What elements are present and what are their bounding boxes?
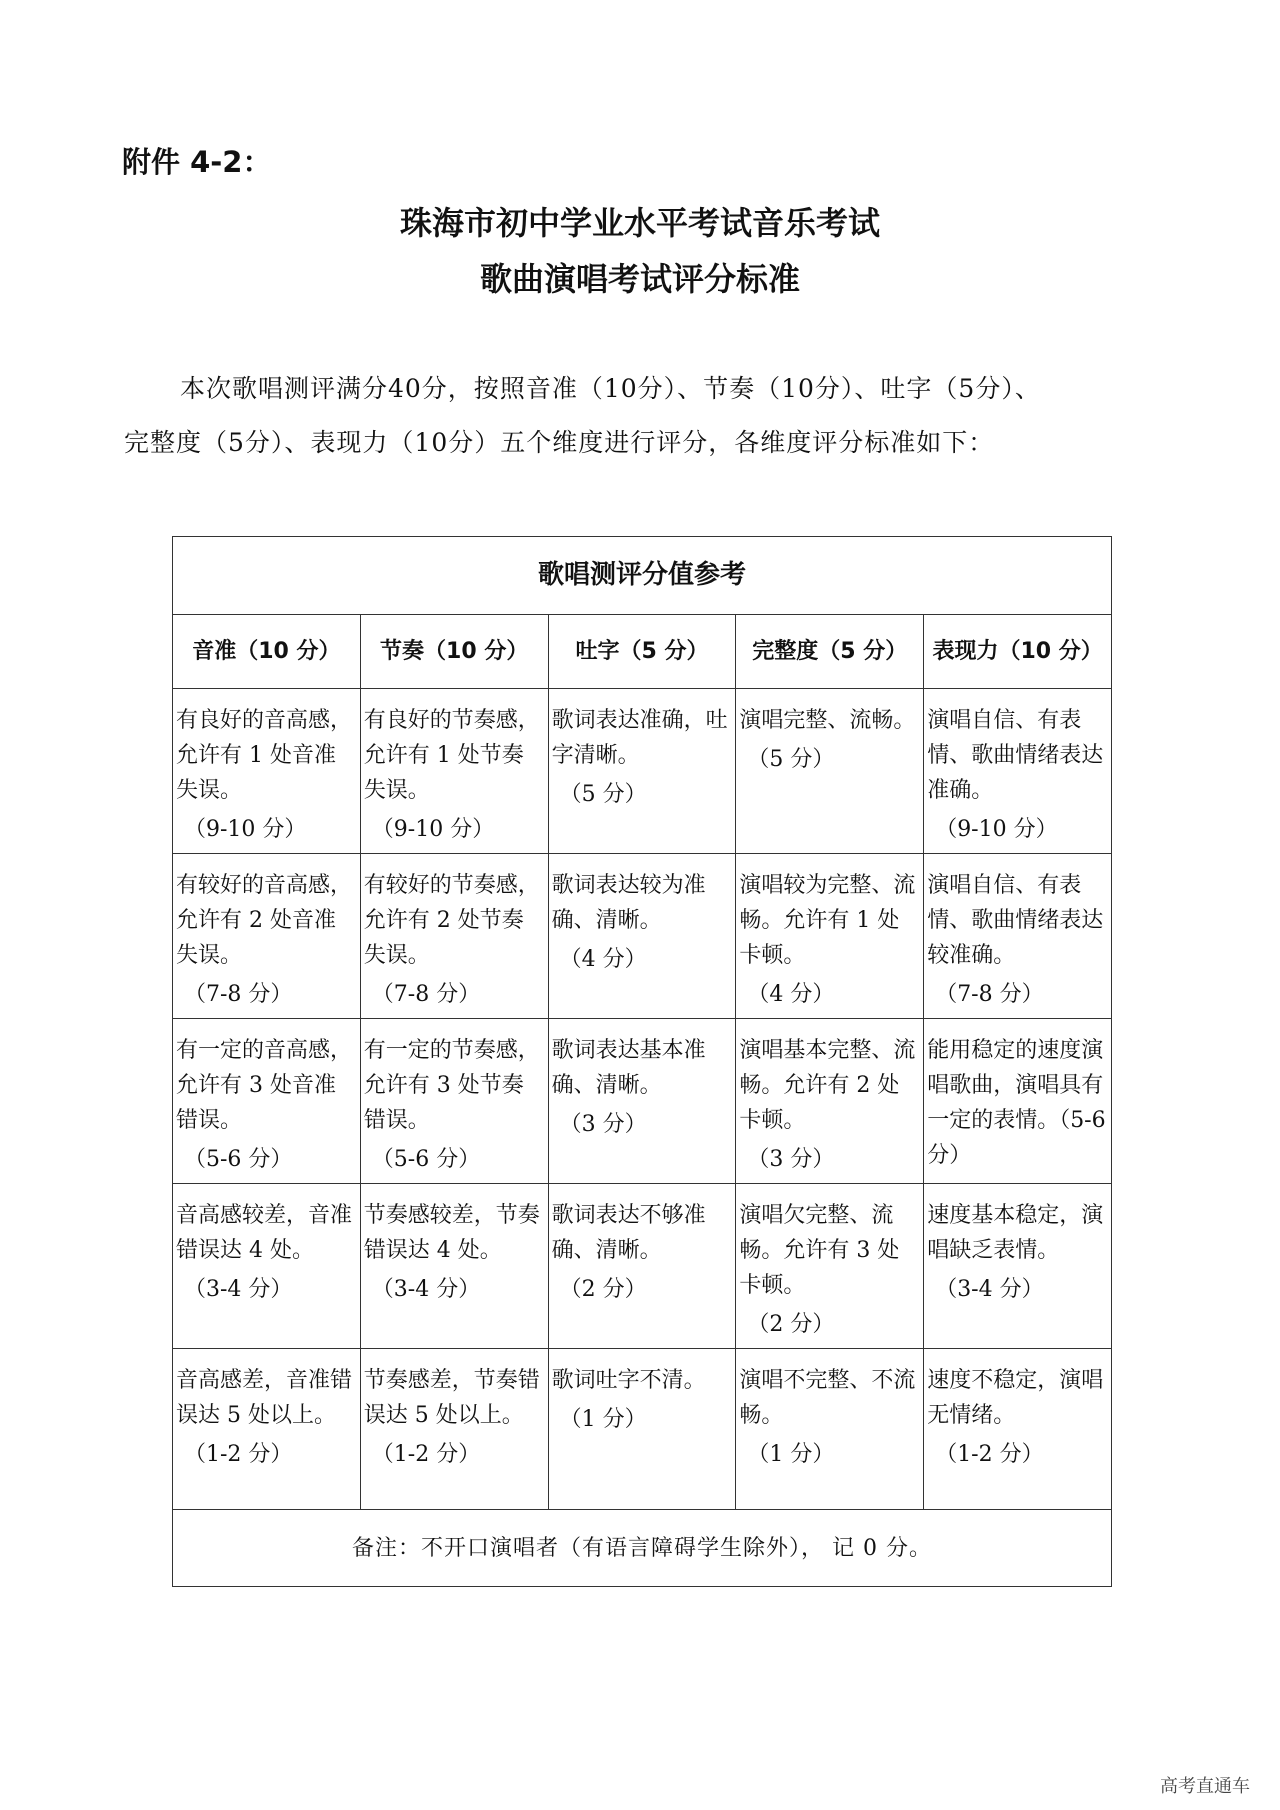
table-row [173, 689, 1112, 854]
table-cell [736, 1019, 924, 1184]
intro-line-1: 本次歌唱测评满分40分，按照音准（10分）、节奏（10分）、吐字（5分）、 [180, 374, 1041, 403]
cell-desc: 歌词表达准确，吐字清晰。 [551, 708, 728, 768]
table-cell [924, 854, 1112, 1019]
cell-score: （1-2 分） [935, 1442, 1044, 1467]
cell-score: （3-4 分） [184, 1277, 293, 1302]
cell-score: （2 分） [559, 1277, 647, 1302]
cell-score: （4 分） [559, 947, 647, 972]
table-cell [736, 1184, 924, 1349]
cell-score: （7-8 分） [935, 982, 1044, 1007]
cell-score: （5 分） [559, 782, 647, 807]
cell-score: （1 分） [747, 1442, 835, 1467]
header-diction: 吐字（5 分） [548, 615, 736, 689]
table-cell [173, 1019, 361, 1184]
cell-score: （7-8 分） [371, 982, 481, 1007]
cell-score: （3 分） [559, 1112, 647, 1137]
table-cell [548, 689, 736, 854]
table-cell [736, 854, 924, 1019]
cell-desc: 音高感较差，音准错误达 4 处。 [176, 1203, 353, 1263]
table-cell [736, 1349, 924, 1510]
table-note: 备注：不开口演唱者（有语言障碍学生除外）， 记 0 分。 [173, 1510, 1112, 1587]
cell-score: （4 分） [747, 982, 835, 1007]
cell-desc: 节奏感较差，节奏错误达 4 处。 [363, 1203, 540, 1263]
scoring-table [172, 536, 1112, 1587]
table-cell [548, 854, 736, 1019]
cell-score: （5-6 分） [184, 1147, 293, 1172]
cell-desc: 有较好的音高感，允许有 2 处音准失误。 [176, 873, 353, 968]
cell-desc: 有一定的音高感，允许有 3 处音准错误。 [176, 1038, 353, 1133]
table-caption-row [173, 537, 1112, 615]
cell-score: （5-6 分） [371, 1147, 481, 1172]
cell-score: （7-8 分） [184, 982, 293, 1007]
cell-desc: 节奏感差，节奏错误达 5 处以上。 [363, 1368, 540, 1428]
cell-score: （9-10 分） [184, 817, 307, 842]
table-cell [924, 689, 1112, 854]
cell-desc: 有良好的音高感，允许有 1 处音准失误。 [176, 708, 353, 803]
cell-score: （9-10 分） [371, 817, 495, 842]
table-cell [173, 1349, 361, 1510]
cell-desc: 歌词表达基本准确、清晰。 [551, 1038, 706, 1098]
cell-desc: 演唱较为完整、流畅。允许有 1 处卡顿。 [739, 873, 916, 968]
attachment-label: 附件 4-2： [122, 145, 272, 179]
cell-desc: 歌词表达较为准确、清晰。 [551, 873, 706, 933]
table-cell [548, 1019, 736, 1184]
table-note-row [173, 1510, 1112, 1587]
table-header-row [173, 615, 1112, 689]
intro-paragraph [124, 362, 1164, 470]
document-subtitle: 歌曲演唱考试评分标准 [479, 260, 800, 298]
table-cell [548, 1349, 736, 1510]
document-title: 珠海市初中学业水平考试音乐考试 [399, 204, 880, 242]
table-cell [360, 1184, 548, 1349]
table-cell [360, 1019, 548, 1184]
table-cell [924, 1184, 1112, 1349]
watermark: 高考直通车 [1160, 1776, 1250, 1797]
header-completeness: 完整度（5 分） [736, 615, 924, 689]
cell-desc: 有一定的节奏感，允许有 3 处节奏错误。 [363, 1038, 540, 1133]
table-cell [360, 689, 548, 854]
table-cell [173, 1184, 361, 1349]
table-row [173, 1019, 1112, 1184]
cell-score: （3-4 分） [935, 1277, 1044, 1302]
cell-desc: 演唱欠完整、流畅。允许有 3 处卡顿。 [739, 1203, 900, 1298]
cell-score: （1 分） [559, 1407, 647, 1432]
table-row [173, 1184, 1112, 1349]
cell-score: （1-2 分） [184, 1442, 293, 1467]
cell-score: （1-2 分） [371, 1442, 481, 1467]
cell-desc: 速度基本稳定，演唱缺乏表情。 [927, 1203, 1104, 1263]
cell-desc: 有较好的节奏感，允许有 2 处节奏失误。 [363, 873, 540, 968]
cell-desc: 演唱自信、有表情、歌曲情绪表达准确。 [927, 708, 1104, 803]
table-cell [548, 1184, 736, 1349]
cell-desc: 歌词吐字不清。 [551, 1368, 706, 1393]
header-pitch: 音准（10 分） [173, 615, 361, 689]
cell-desc: 速度不稳定，演唱无情绪。 [927, 1368, 1104, 1428]
table-cell [924, 1349, 1112, 1510]
cell-desc: 演唱基本完整、流畅。允许有 2 处卡顿。 [739, 1038, 916, 1133]
cell-desc: 演唱完整、流畅。 [739, 708, 916, 733]
table-cell [360, 1349, 548, 1510]
table-cell [924, 1019, 1112, 1184]
cell-desc: 歌词表达不够准确、清晰。 [551, 1203, 706, 1263]
cell-desc: 演唱不完整、不流畅。 [739, 1368, 916, 1428]
cell-desc: 演唱自信、有表情、歌曲情绪表达较准确。 [927, 873, 1104, 968]
header-rhythm: 节奏（10 分） [360, 615, 548, 689]
table-cell [736, 689, 924, 854]
cell-score: （3 分） [747, 1147, 835, 1172]
cell-desc: 有良好的节奏感，允许有 1 处节奏失误。 [363, 708, 540, 803]
table-row [173, 1349, 1112, 1510]
cell-desc: 音高感差，音准错误达 5 处以上。 [176, 1368, 353, 1428]
table-cell [173, 854, 361, 1019]
cell-score: （3-4 分） [371, 1277, 481, 1302]
table-row [173, 854, 1112, 1019]
header-expression: 表现力（10 分） [924, 615, 1112, 689]
cell-score: （2 分） [747, 1312, 835, 1337]
cell-score: （9-10 分） [935, 817, 1058, 842]
intro-line-2: 完整度（5分）、表现力（10分）五个维度进行评分，各维度评分标准如下： [124, 428, 995, 457]
cell-score: （5 分） [747, 747, 835, 772]
table-cell [173, 689, 361, 854]
table-caption: 歌唱测评分值参考 [173, 537, 1112, 615]
cell-desc: 能用稳定的速度演唱歌曲，演唱具有一定的表情。（5-6 分） [927, 1038, 1106, 1168]
table-cell [360, 854, 548, 1019]
